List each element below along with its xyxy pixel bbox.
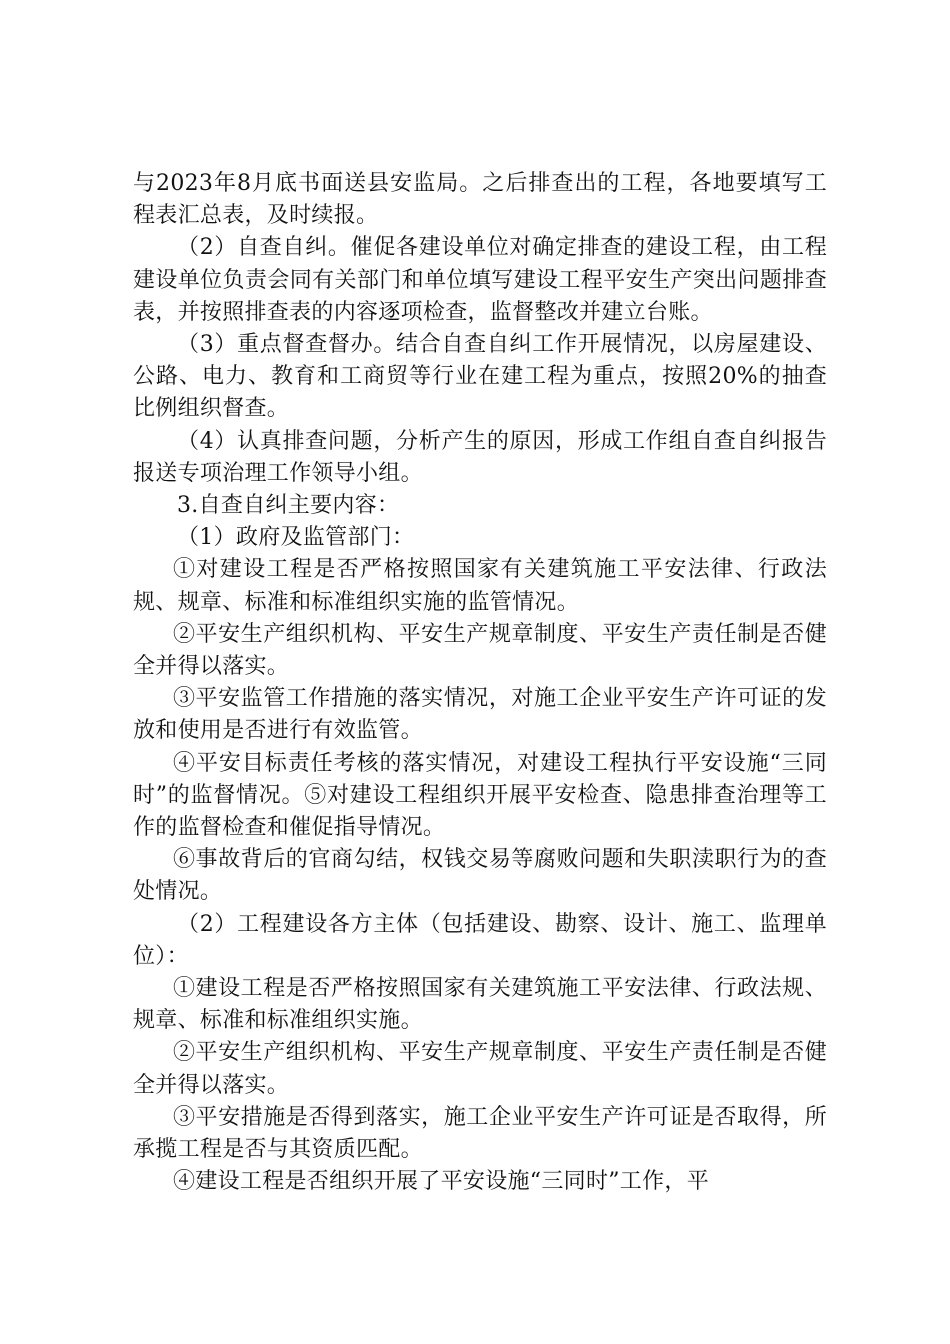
list-item-party-3: ③平安措施是否得到落实，施工企业平安生产许可证是否取得，所承揽工程是否与其资质匹配。 xyxy=(133,1104,827,1163)
list-item-gov-6: ⑥事故背后的官商勾结，权钱交易等腐败问题和失职渎职行为的查处情况。 xyxy=(133,847,827,905)
list-item-party-1: ①建设工程是否严格按照国家有关建筑施工平安法律、行政法规、规章、标准和标准组织实施。 xyxy=(133,976,827,1034)
document-body xyxy=(133,168,827,1199)
list-item-party-2: ②平安生产组织机构、平安生产规章制度、平安生产责任制是否健全并得以落实。 xyxy=(133,1040,827,1098)
list-item-gov-3: ③平安监管工作措施的落实情况，对施工企业平安生产许可证的发放和使用是否进行有效监管。 xyxy=(133,686,827,744)
paragraph-self-inspection: （2）自查自纠。催促各建设单位对确定排查的建设工程，由工程建设单位负责会同有关部门和单位填写建设工程平安生产突出问题排查表，并按照排查表的内容逐项检查，监督整改并建立台账。 xyxy=(133,235,827,325)
section-heading-main-content: 3.自查自纠主要内容： xyxy=(177,493,400,519)
list-item-gov-2: ②平安生产组织机构、平安生产规章制度、平安生产责任制是否健全并得以落实。 xyxy=(133,621,827,680)
subheading-construction-parties: （2）工程建设各方主体（包括建设、勘察、设计、施工、监理单位）： xyxy=(133,911,827,969)
paragraph-continuation: 与2023年8月底书面送县安监局。之后排查出的工程，各地要填写工程表汇总表，及时续报。 xyxy=(133,171,827,229)
list-item-gov-1: ①对建设工程是否严格按照国家有关建筑施工平安法律、行政法规、规章、标准和标准组织实施的监管情况。 xyxy=(133,557,827,615)
subheading-government: （1）政府及监管部门： xyxy=(177,525,415,551)
paragraph-key-supervision: （3）重点督查督办。结合自查自纠工作开展情况，以房屋建设、公路、电力、教育和工商贸等行业在建工程为重点，按照20%的抽查比例组织督查。 xyxy=(133,332,827,422)
paragraph-investigate-problems: （4）认真排查问题，分析产生的原因，形成工作组自查自纠报告报送专项治理工作领导小组。 xyxy=(133,428,827,486)
list-item-gov-4-5: ④平安目标责任考核的落实情况，对建设工程执行平安设施“三同时”的监督情况。⑤对建设工程组织开展平安检查、隐患排查治理等工作的监督检查和催促指导情况。 xyxy=(133,750,827,841)
list-item-party-4: ④建设工程是否组织开展了平安设施“三同时”工作，平 xyxy=(173,1169,709,1195)
